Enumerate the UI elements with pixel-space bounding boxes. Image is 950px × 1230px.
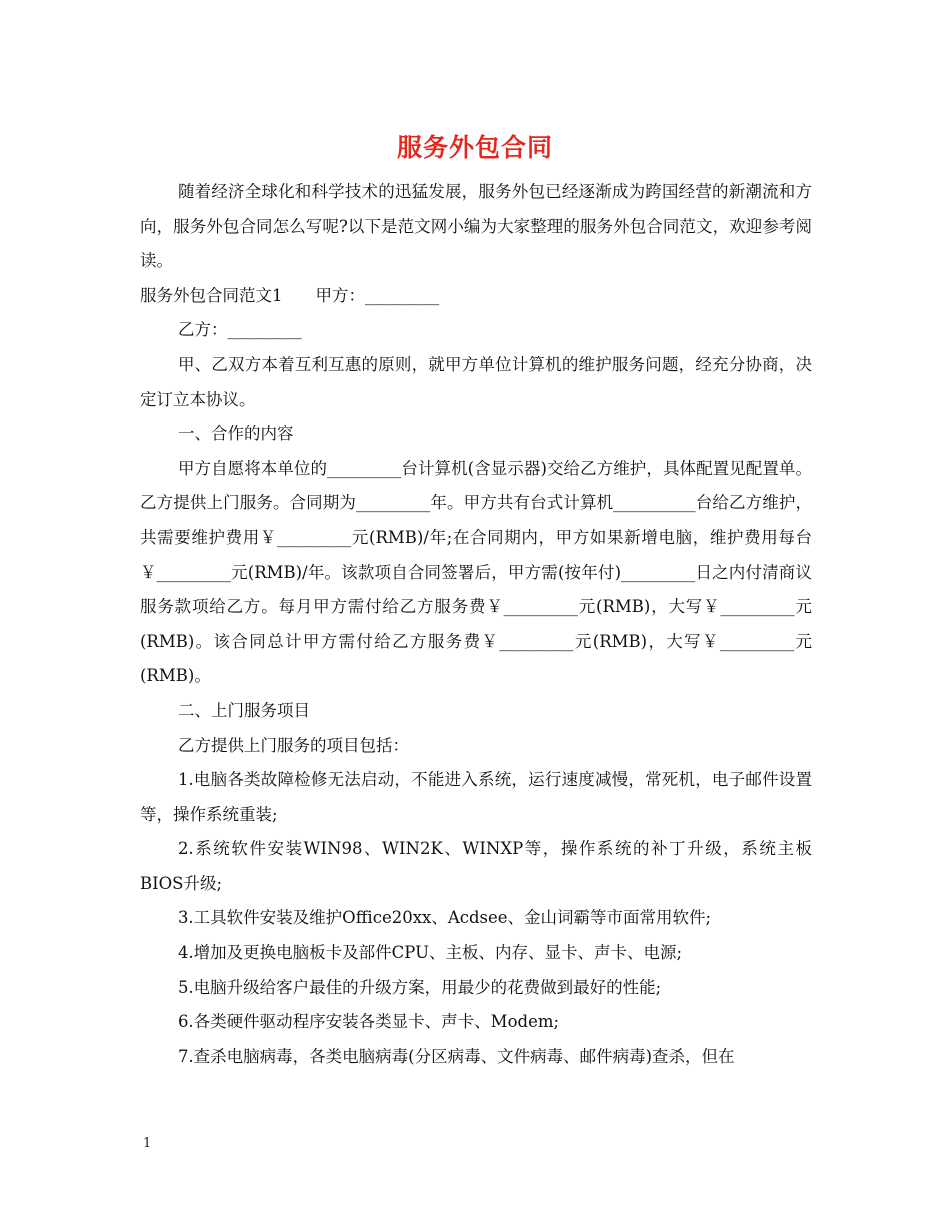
section-heading-cooperation: 一、合作的内容 xyxy=(177,424,294,444)
cooperation-terms-paragraph: 甲方自愿将本单位的_________台计算机(含显示器)交给乙方维护，具体配置见配置单。乙方提供上门服务。合同期为_________年。甲方共有台式计算机__________台给乙方维护，共需要维护费用￥_________元(RMB)/年;在合同期内，甲方如果新增电脑，维护费用每台￥_________元(RMB)/年。该款项自合同签署后，甲方需(按年付)_________日之内付清商议服务款项给乙方。每月甲方需付给乙方服务费￥_________元(RMB)，大写￥_________元(RMB)。该合同总计甲方需付给乙方服务费￥_________元(RMB)，大写￥_________元(RMB)。 xyxy=(140,458,812,686)
agreement-preamble: 甲、乙双方本着互利互惠的原则，就甲方单位计算机的维护服务问题，经充分协商，决定订立本协议。 xyxy=(140,354,812,409)
document-body xyxy=(140,175,812,1074)
service-item-6: 6.各类硬件驱动程序安装各类显卡、声卡、Modem; xyxy=(177,1012,560,1032)
page-number: 1 xyxy=(143,1136,152,1151)
service-item-3: 3.工具软件安装及维护Office20xx、Acdsee、金山词霸等市面常用软件; xyxy=(177,908,712,928)
service-item-5: 5.电脑升级给客户最佳的升级方案，用最少的花费做到最好的性能; xyxy=(177,977,662,997)
service-item-2: 2.系统软件安装WIN98、WIN2K、WINXP等，操作系统的补丁升级，系统主板BIOS升级; xyxy=(140,839,812,893)
party-b-line: 乙方：_________ xyxy=(177,320,302,340)
service-item-7: 7.查杀电脑病毒，各类电脑病毒(分区病毒、文件病毒、邮件病毒)查杀，但在 xyxy=(177,1046,735,1066)
section-heading-onsite-service: 二、上门服务项目 xyxy=(177,700,310,720)
intro-paragraph: 随着经济全球化和科学技术的迅猛发展，服务外包已经逐渐成为跨国经营的新潮流和方向，服务外包合同怎么写呢?以下是范文网小编为大家整理的服务外包合同范文，欢迎参考阅读。 xyxy=(140,182,812,271)
sample-heading-party-a: 服务外包合同范文1 甲方：_________ xyxy=(140,285,440,305)
service-item-4: 4.增加及更换电脑板卡及部件CPU、主板、内存、显卡、声卡、电源; xyxy=(177,943,683,963)
service-item-1: 1.电脑各类故障检修无法启动，不能进入系统，运行速度减慢，常死机，电子邮件设置等，操作系统重装; xyxy=(140,770,812,824)
service-items-intro: 乙方提供上门服务的项目包括： xyxy=(177,735,409,755)
document-title: 服务外包合同 xyxy=(396,133,553,162)
